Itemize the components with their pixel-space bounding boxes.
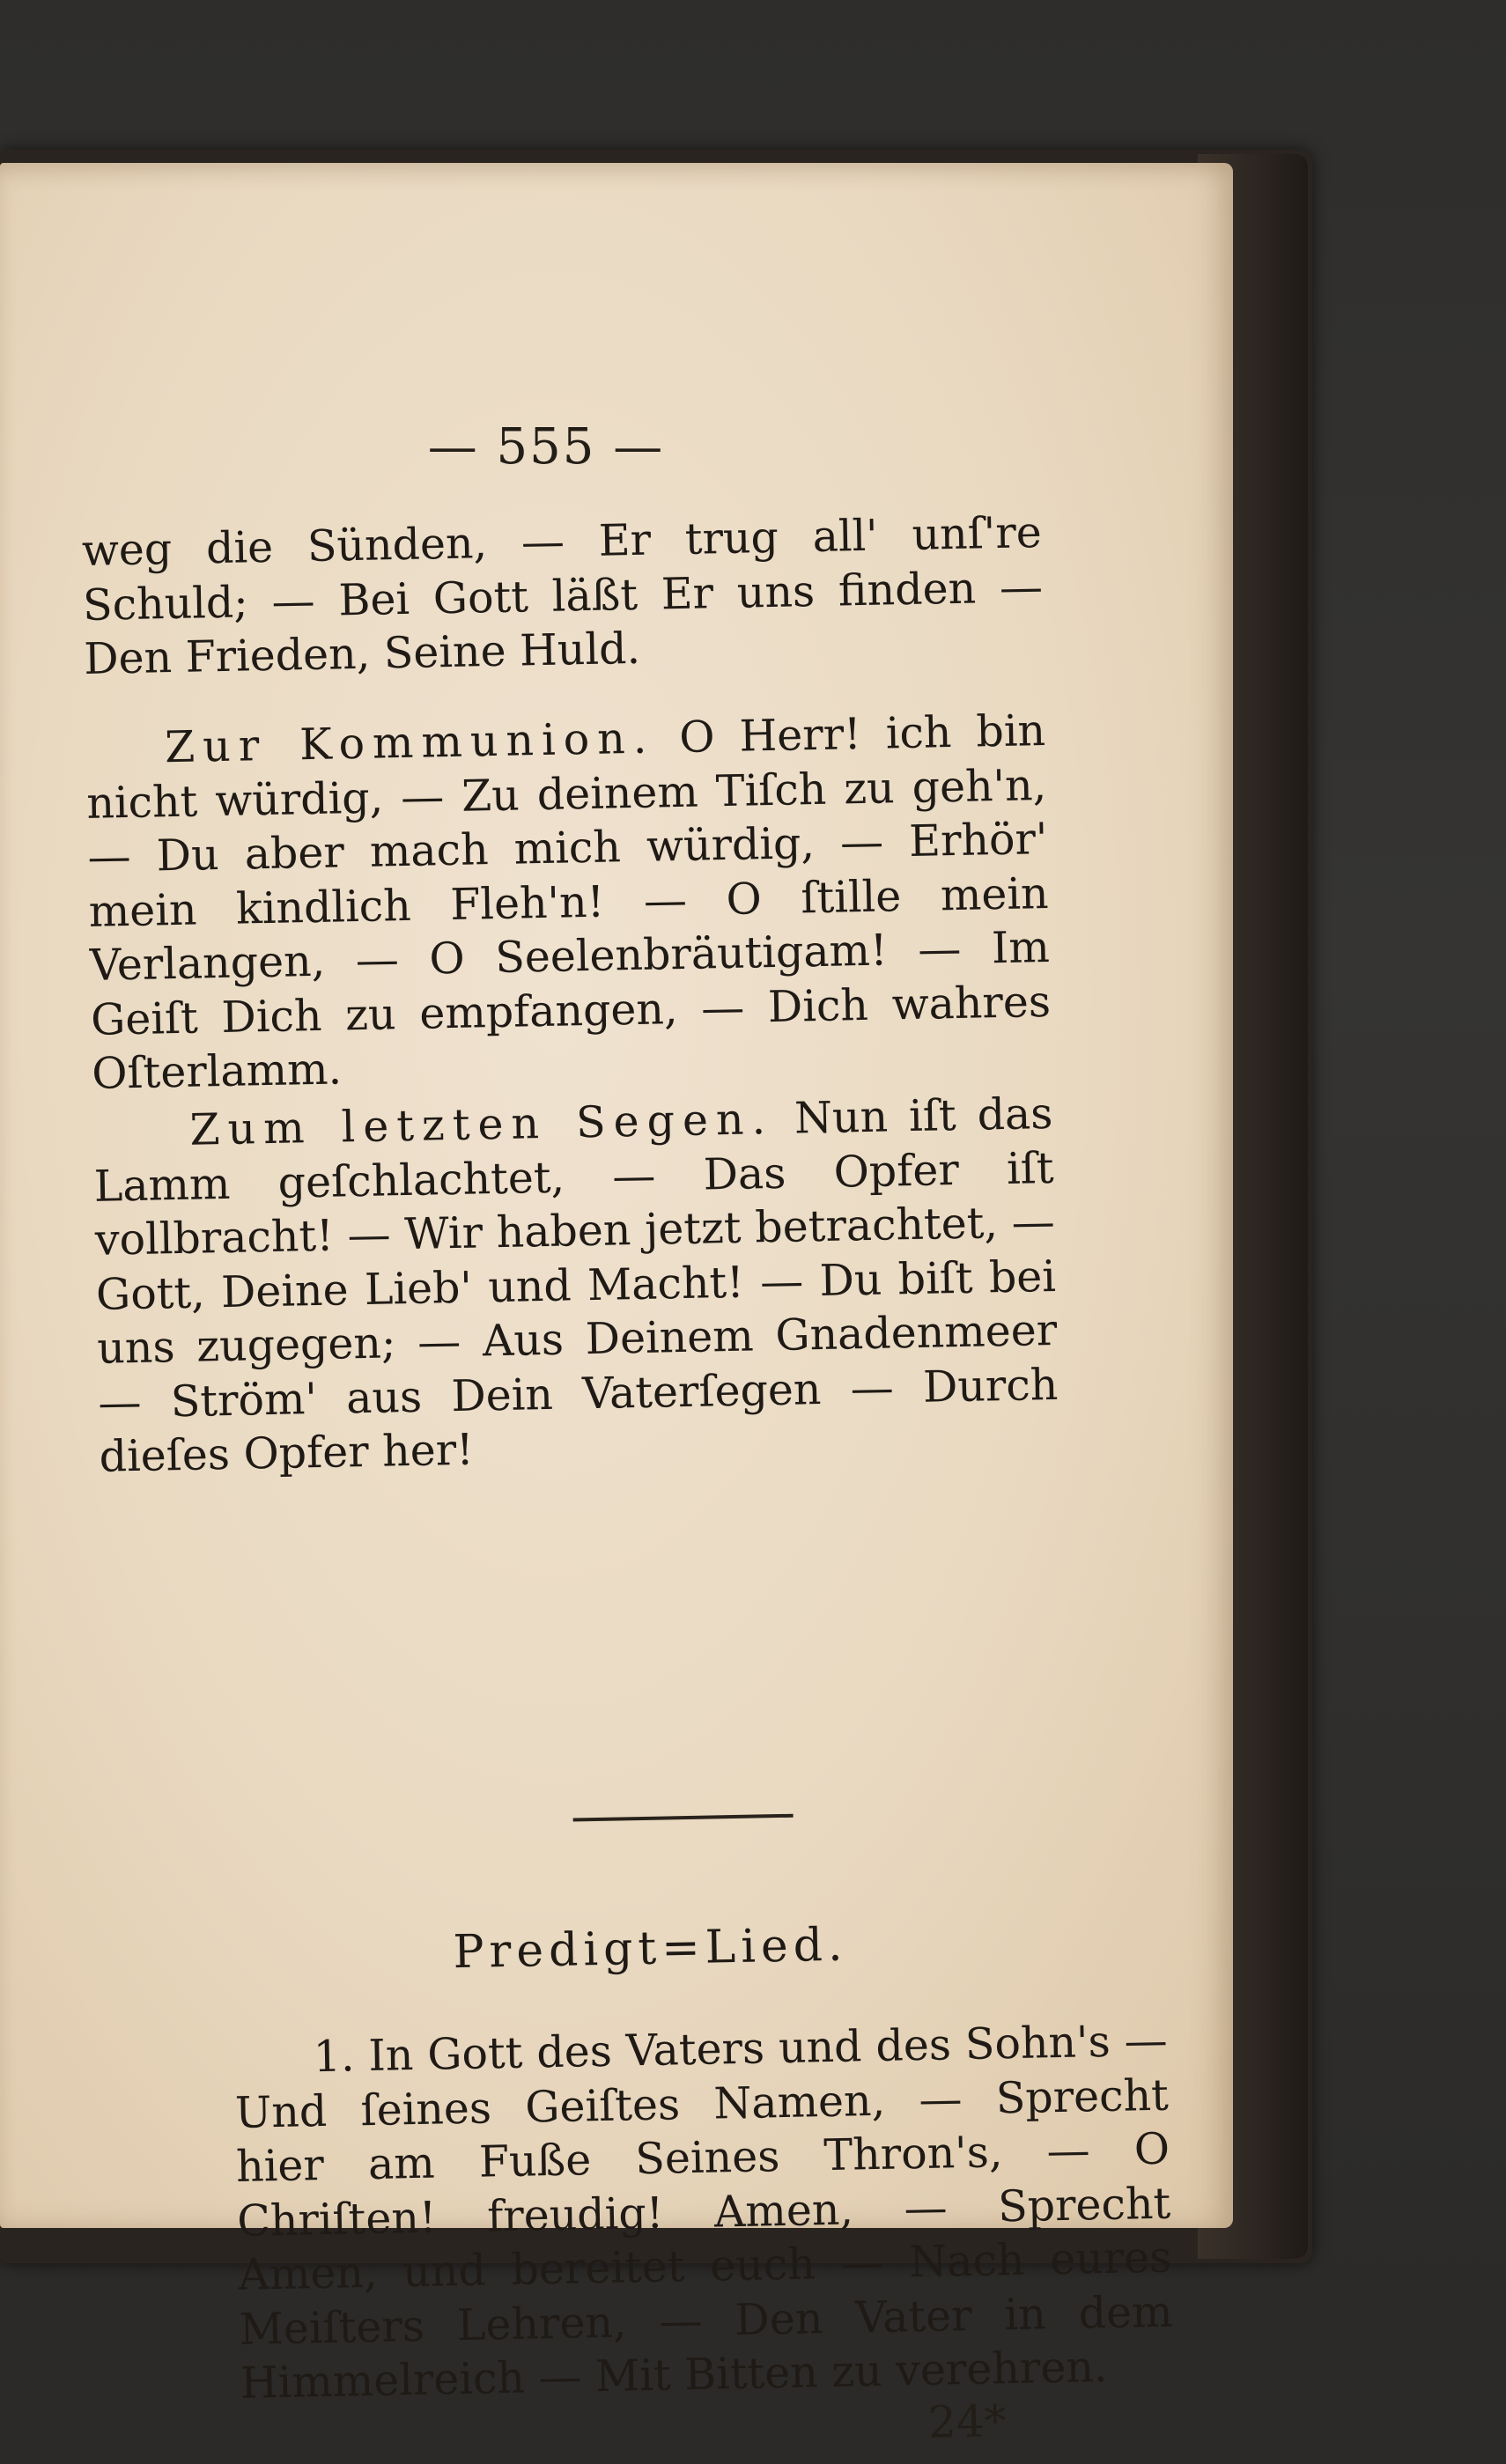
signature-mark: 24* xyxy=(927,2395,1008,2448)
paragraph-text: O Herr! ich bin nicht würdig, — Zu deinem Tiſch zu geh'n, — Du aber mach mich würdig, — Erhör' mein kindlich Fleh'n! — O ſtille mein Verlangen, — O Seelenbräutigam! — Im Geiſt Dich zu empfangen, — Dich wahres Oſterlamm. xyxy=(85,705,1052,1099)
paragraph-final-blessing xyxy=(92,1087,1059,1484)
page-number: — 555 — xyxy=(427,418,665,476)
verse-1: 1. In Gott des Vaters und des Sohn's — Und ſeines Geiſtes Namen, — Sprecht hier am Fuße Seines Thron's, — O Chriſten! freudig! Amen, — Sprecht Amen, und bereitet euch — Nach eures Meiſters Lehren, — Den Vater in dem Himmelreich — Mit Bitten zu verehren. xyxy=(234,2015,1174,2409)
book-page xyxy=(0,163,1233,2448)
paragraph-heading: Zum letzten Segen. xyxy=(188,1094,774,1155)
paragraph-heading: Zur Kommunion. xyxy=(164,712,655,773)
section-title: Predigt=Lied. xyxy=(452,1918,849,1980)
paragraph-text: weg die Sünden, — Er trug all' unſ're Schuld; — Bei Gott läßt Er uns finden — Den Frieden, Seine Huld. xyxy=(81,507,1044,684)
paragraph-communion xyxy=(85,704,1052,1101)
paragraph-continuation xyxy=(81,505,1044,686)
paragraph-text: Nun iſt das Lamm geſchlachtet, — Das Opfer iſt vollbracht! — Wir haben jetzt betrachtet, — Gott, Deine Lieb' und Macht! — Du biſt bei uns zugegen; — Aus Deinem Gnadenmeer — Ström' aus Dein Vaterſegen — Durch dieſes Opfer her! xyxy=(93,1088,1059,1482)
section-divider xyxy=(573,1814,794,1822)
